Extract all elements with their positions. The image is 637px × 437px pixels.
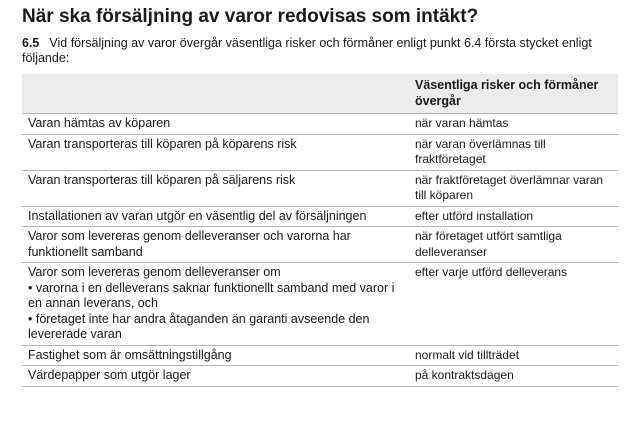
- table-row: [22, 134, 618, 170]
- table-row: [22, 206, 618, 227]
- row-description: [22, 366, 409, 387]
- row-transfer: efter varje utförd delleverans: [409, 263, 618, 346]
- row-transfer: när varan hämtas: [409, 114, 618, 135]
- row-transfer: normalt vid tillträdet: [409, 345, 618, 366]
- description-line: Värdepapper som utgör lager: [28, 368, 191, 382]
- row-description: [22, 206, 409, 227]
- row-transfer: när företaget utfört samtliga delleveranser: [409, 227, 618, 263]
- row-description: [22, 134, 409, 170]
- bullet-line: • varorna i en delleverans saknar funktionellt samband med varor i en annan leverans, och: [28, 280, 395, 310]
- bullet-line: • företaget inte har andra åtaganden än garanti avseende den levererade varan: [28, 311, 370, 341]
- page-title: När ska försäljning av varor redovisas som intäkt?: [22, 6, 479, 27]
- column-header-transfer: Väsentliga risker och förmåner övergår: [409, 74, 618, 114]
- description-line: Installationen av varan utgör en väsentlig del av försäljningen: [28, 208, 367, 223]
- paragraph-number: 6.5: [22, 36, 40, 50]
- document: [22, 6, 630, 387]
- table-row: [22, 366, 618, 387]
- table-row: [22, 263, 618, 346]
- description-line: Varan transporteras till köparen på köparens risk: [28, 136, 297, 151]
- intro-text: Vid försäljning av varor övergår väsentliga risker och förmåner enligt punkt 6.4 första stycket enligt följande:: [22, 36, 592, 65]
- row-description: [22, 263, 409, 346]
- row-transfer: efter utförd installation: [409, 206, 618, 227]
- row-transfer: när fraktföretaget överlämnar varan till köparen: [409, 170, 618, 206]
- description-line: Varor som levereras genom delleveranser om: [28, 265, 281, 279]
- table-row: [22, 345, 618, 366]
- table-row: [22, 170, 618, 206]
- revenue-recognition-table: [22, 74, 618, 387]
- description-line: Fastighet som är omsättningstillgång: [28, 347, 232, 362]
- intro-paragraph: [22, 36, 630, 66]
- row-description: [22, 170, 409, 206]
- table-header-row: [22, 74, 618, 114]
- description-line: Varan hämtas av köparen: [28, 116, 171, 130]
- table-row: [22, 227, 618, 263]
- row-description: [22, 114, 409, 135]
- row-description: [22, 345, 409, 366]
- description-line: Varor som levereras genom delleveranser och varorna har funktionellt samband: [28, 229, 351, 259]
- description-line: Varan transporteras till köparen på säljarens risk: [28, 172, 296, 187]
- table-row: [22, 114, 618, 135]
- row-description: [22, 227, 409, 263]
- row-transfer: på kontraktsdagen: [409, 366, 618, 387]
- column-header-description: [22, 74, 409, 114]
- row-transfer: när varan överlämnas till fraktföretaget: [409, 134, 618, 170]
